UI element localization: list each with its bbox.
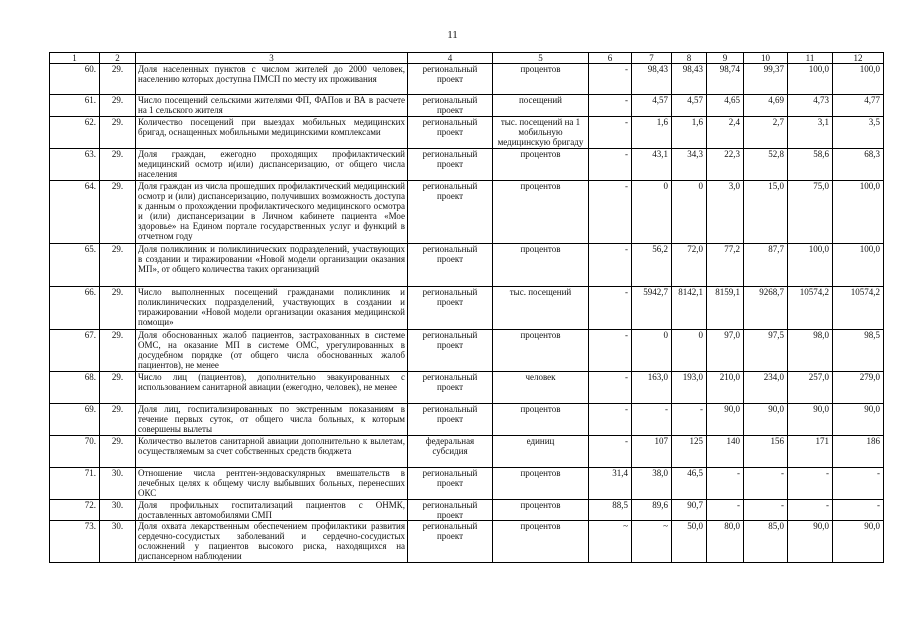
column-header-12: 12 [833,53,884,64]
value-col-6: ~ [589,521,632,563]
value-col-6: - [589,330,632,372]
value-col-8: 0 [672,330,707,372]
value-col-10: 99,37 [744,64,788,95]
indicator-name: Число посещений сельскими жителями ФП, ФАПов и ВА в расчете на 1 сельского жителя [136,95,408,117]
value-col-8: 125 [672,436,707,468]
source-type: региональный проект [408,330,493,372]
value-col-9: 140 [707,436,744,468]
value-col-7: 4,57 [632,95,672,117]
column-header-4: 4 [408,53,493,64]
section-number: 29. [100,436,136,468]
indicator-name: Отношение числа рентген-эндоваскулярных вмешательств в лечебных целях к общему числу выбывших больных, перенесших ОКС [136,468,408,500]
unit-of-measure: процентов [493,181,589,244]
value-col-10: 52,8 [744,149,788,181]
source-type: региональный проект [408,181,493,244]
indicator-name: Доля профильных госпитализаций пациентов с ОНМК, доставленных автомобилями СМП [136,500,408,521]
value-col-11: - [788,500,833,521]
row-number: 60. [50,64,100,95]
value-col-10: 97,5 [744,330,788,372]
source-type: региональный проект [408,468,493,500]
value-col-7: 0 [632,330,672,372]
column-header-7: 7 [632,53,672,64]
unit-of-measure: посещений [493,95,589,117]
source-type: федеральная субсидия [408,436,493,468]
value-col-12: 100,0 [833,244,884,287]
value-col-8: 1,6 [672,117,707,149]
value-col-12: 4,77 [833,95,884,117]
section-number: 29. [100,149,136,181]
unit-of-measure: процентов [493,521,589,563]
row-number: 73. [50,521,100,563]
value-col-10: 85,0 [744,521,788,563]
value-col-12: 10574,2 [833,287,884,330]
value-col-7: 163,0 [632,372,672,404]
value-col-12: 68,3 [833,149,884,181]
section-number: 29. [100,117,136,149]
value-col-6: - [589,149,632,181]
value-col-7: 43,1 [632,149,672,181]
page-number: 11 [447,29,458,41]
section-number: 30. [100,468,136,500]
table-row [50,330,884,372]
table-row [50,95,884,117]
row-number: 69. [50,404,100,436]
indicators-table [49,52,884,563]
value-col-9: 4,65 [707,95,744,117]
source-type: региональный проект [408,244,493,287]
column-header-10: 10 [744,53,788,64]
value-col-12: 90,0 [833,404,884,436]
unit-of-measure: процентов [493,500,589,521]
value-col-12: - [833,468,884,500]
section-number: 29. [100,330,136,372]
indicator-name: Доля охвата лекарственным обеспечением профилактики развития сердечно-сосудистых заболеваний и сердечно-сосудистых осложнений у пациентов высокого риска, находящихся на диспансерном наблюдении [136,521,408,563]
value-col-10: 2,7 [744,117,788,149]
value-col-11: 90,0 [788,404,833,436]
unit-of-measure: процентов [493,64,589,95]
section-number: 29. [100,404,136,436]
source-type: региональный проект [408,117,493,149]
indicator-name: Доля населенных пунктов с числом жителей до 2000 человек, населению которых доступна ПМСП по месту их проживания [136,64,408,95]
table-row [50,64,884,95]
value-col-8: 50,0 [672,521,707,563]
value-col-7: 56,2 [632,244,672,287]
row-number: 63. [50,149,100,181]
value-col-10: - [744,500,788,521]
unit-of-measure: человек [493,372,589,404]
column-header-6: 6 [589,53,632,64]
source-type: региональный проект [408,64,493,95]
value-col-10: 4,69 [744,95,788,117]
indicator-name: Число выполненных посещений гражданами поликлиник и поликлинических подразделений, участвующих в создании и тиражировании «Новой модели организации оказания медицинской помощи» [136,287,408,330]
value-col-11: 90,0 [788,521,833,563]
table-row [50,468,884,500]
indicator-name: Доля лиц, госпитализированных по экстренным показаниям в течение первых суток, от общего числа больных, к которым совершены вылеты [136,404,408,436]
value-col-10: 87,7 [744,244,788,287]
value-col-10: 234,0 [744,372,788,404]
unit-of-measure: процентов [493,149,589,181]
unit-of-measure: процентов [493,244,589,287]
value-col-9: 210,0 [707,372,744,404]
value-col-6: - [589,117,632,149]
section-number: 29. [100,64,136,95]
indicator-name: Доля граждан из числа прошедших профилактический медицинский осмотр и (или) диспансеризацию, получивших возможность доступа к данным о прохождении профилактического медицинского осмотра и (или) диспансеризации в Личном кабинете пациента «Мое здоровье» на Едином портале государственных услуг и функций в отчетном году [136,181,408,244]
source-type: региональный проект [408,404,493,436]
value-col-8: 90,7 [672,500,707,521]
column-header-9: 9 [707,53,744,64]
value-col-8: 98,43 [672,64,707,95]
indicator-name: Количество посещений при выездах мобильных медицинских бригад, оснащенных мобильными медицинскими комплексами [136,117,408,149]
table-row [50,244,884,287]
row-number: 72. [50,500,100,521]
value-col-6: - [589,287,632,330]
value-col-11: 100,0 [788,64,833,95]
value-col-11: 171 [788,436,833,468]
header-row [50,53,884,64]
value-col-12: 98,5 [833,330,884,372]
value-col-6: - [589,64,632,95]
value-col-8: 193,0 [672,372,707,404]
value-col-8: 46,5 [672,468,707,500]
unit-of-measure: тыс. посещений на 1 мобильную медицинскую бригаду [493,117,589,149]
value-col-7: 98,43 [632,64,672,95]
value-col-7: ~ [632,521,672,563]
row-number: 65. [50,244,100,287]
source-type: региональный проект [408,521,493,563]
table-row [50,287,884,330]
section-number: 30. [100,521,136,563]
row-number: 66. [50,287,100,330]
value-col-10: 156 [744,436,788,468]
value-col-8: 8142,1 [672,287,707,330]
value-col-9: 80,0 [707,521,744,563]
table-row [50,372,884,404]
value-col-12: 3,5 [833,117,884,149]
table-row [50,149,884,181]
value-col-6: - [589,244,632,287]
value-col-7: 5942,7 [632,287,672,330]
column-header-11: 11 [788,53,833,64]
indicator-name: Доля обоснованных жалоб пациентов, застрахованных в системе ОМС, на оказание МП в системе ОМС, урегулированных в досудебном порядке (от общего числа обоснованных жалоб пациентов), не менее [136,330,408,372]
value-col-12: 100,0 [833,181,884,244]
value-col-8: 4,57 [672,95,707,117]
indicator-name: Доля поликлиник и поликлинических подразделений, участвующих в создании и тиражировании «Новой модели организации оказания МП», от общего количества таких организаций [136,244,408,287]
value-col-9: 3,0 [707,181,744,244]
section-number: 29. [100,287,136,330]
row-number: 70. [50,436,100,468]
table-row [50,500,884,521]
column-header-8: 8 [672,53,707,64]
value-col-9: 90,0 [707,404,744,436]
value-col-7: 0 [632,181,672,244]
section-number: 29. [100,95,136,117]
unit-of-measure: процентов [493,468,589,500]
value-col-7: 38,0 [632,468,672,500]
value-col-9: 2,4 [707,117,744,149]
value-col-6: - [589,372,632,404]
value-col-8: 34,3 [672,149,707,181]
value-col-7: 107 [632,436,672,468]
section-number: 29. [100,181,136,244]
unit-of-measure: единиц [493,436,589,468]
value-col-12: 90,0 [833,521,884,563]
value-col-9: 22,3 [707,149,744,181]
value-col-9: - [707,468,744,500]
row-number: 61. [50,95,100,117]
source-type: региональный проект [408,149,493,181]
indicator-name: Количество вылетов санитарной авиации дополнительно к вылетам, осуществляемым за счет собственных средств бюджета [136,436,408,468]
table-row [50,521,884,563]
value-col-6: - [589,181,632,244]
value-col-8: 72,0 [672,244,707,287]
value-col-7: 1,6 [632,117,672,149]
row-number: 67. [50,330,100,372]
value-col-10: 15,0 [744,181,788,244]
value-col-11: 98,0 [788,330,833,372]
table-row [50,181,884,244]
unit-of-measure: тыс. посещений [493,287,589,330]
source-type: региональный проект [408,287,493,330]
table-row [50,404,884,436]
value-col-7: 89,6 [632,500,672,521]
unit-of-measure: процентов [493,404,589,436]
column-header-2: 2 [100,53,136,64]
value-col-8: - [672,404,707,436]
value-col-10: - [744,468,788,500]
section-number: 30. [100,500,136,521]
value-col-11: 257,0 [788,372,833,404]
value-col-6: 88,5 [589,500,632,521]
value-col-9: 77,2 [707,244,744,287]
column-header-3: 3 [136,53,408,64]
value-col-12: 100,0 [833,64,884,95]
section-number: 29. [100,372,136,404]
table-row [50,436,884,468]
table-row [50,117,884,149]
value-col-9: 8159,1 [707,287,744,330]
row-number: 71. [50,468,100,500]
section-number: 29. [100,244,136,287]
column-header-1: 1 [50,53,100,64]
value-col-12: 279,0 [833,372,884,404]
value-col-11: 75,0 [788,181,833,244]
unit-of-measure: процентов [493,330,589,372]
column-header-5: 5 [493,53,589,64]
value-col-6: - [589,95,632,117]
source-type: региональный проект [408,500,493,521]
value-col-11: 10574,2 [788,287,833,330]
value-col-10: 90,0 [744,404,788,436]
value-col-11: 100,0 [788,244,833,287]
indicator-name: Доля граждан, ежегодно проходящих профилактический медицинский осмотр и(или) диспансеризацию, от общего числа населения [136,149,408,181]
value-col-6: 31,4 [589,468,632,500]
value-col-6: - [589,436,632,468]
indicator-name: Число лиц (пациентов), дополнительно эвакуированных с использованием санитарной авиации (ежегодно, человек), не менее [136,372,408,404]
value-col-10: 9268,7 [744,287,788,330]
value-col-11: - [788,468,833,500]
value-col-9: 98,74 [707,64,744,95]
value-col-6: - [589,404,632,436]
value-col-12: 186 [833,436,884,468]
value-col-9: - [707,500,744,521]
value-col-11: 4,73 [788,95,833,117]
value-col-7: - [632,404,672,436]
value-col-11: 3,1 [788,117,833,149]
value-col-8: 0 [672,181,707,244]
value-col-9: 97,0 [707,330,744,372]
row-number: 68. [50,372,100,404]
source-type: региональный проект [408,372,493,404]
row-number: 64. [50,181,100,244]
row-number: 62. [50,117,100,149]
value-col-12: - [833,500,884,521]
value-col-11: 58,6 [788,149,833,181]
source-type: региональный проект [408,95,493,117]
